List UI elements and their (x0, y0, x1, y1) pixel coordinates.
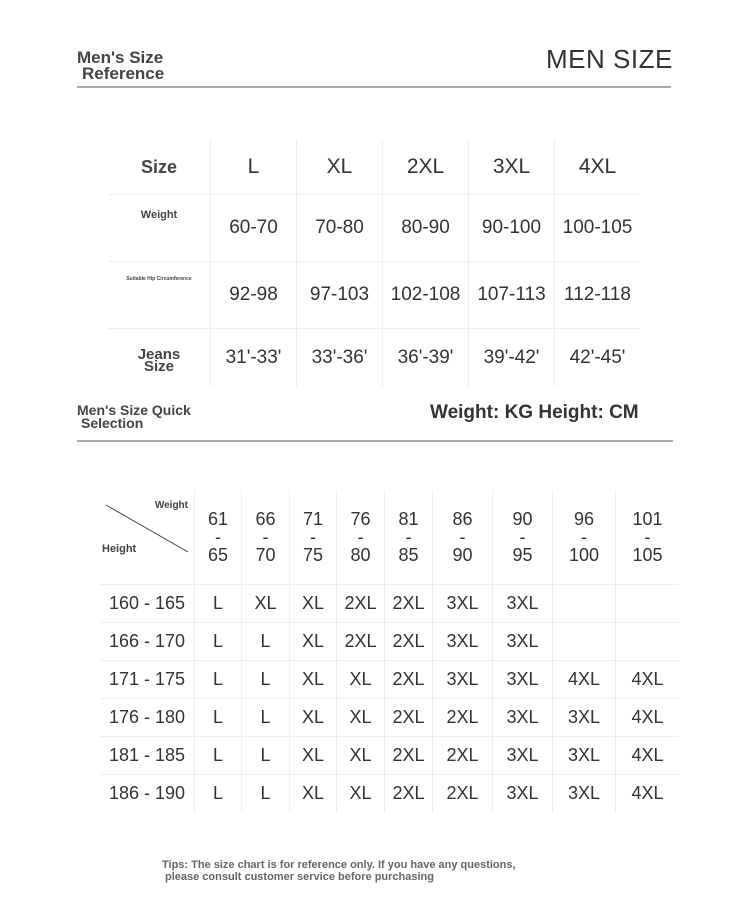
weight-from: 90 (512, 509, 533, 529)
weight-to: 95 (512, 545, 533, 565)
reference-title-line1: Men's Size (77, 48, 164, 67)
recommended-size-cell: 3XL (493, 737, 553, 775)
weight-dash: - (459, 527, 466, 547)
weight-dash: - (405, 527, 412, 547)
weight-range-cell (433, 490, 493, 585)
tips-note (162, 859, 516, 883)
recommended-size-cell: 3XL (553, 737, 616, 775)
recommended-size-cell: 4XL (616, 737, 680, 775)
weight-to: 90 (452, 545, 473, 565)
weight-to: 100 (568, 545, 600, 565)
weight-range-cell (337, 490, 385, 585)
recommended-size-cell: XL (337, 737, 385, 775)
recommended-size-cell: 3XL (493, 699, 553, 737)
recommended-size-cell: L (195, 699, 242, 737)
header-divider (77, 86, 671, 88)
recommended-size-cell: 4XL (616, 661, 680, 699)
size-header-cell: 3XL (469, 140, 555, 195)
weight-to: 80 (350, 545, 371, 565)
height-row (100, 775, 679, 813)
height-row (100, 661, 679, 699)
recommended-size-cell: 2XL (385, 775, 433, 813)
weight-dash: - (215, 527, 221, 547)
recommended-size-cell: L (242, 699, 290, 737)
recommended-size-cell: 2XL (385, 623, 433, 661)
hip-cell: 107-113 (469, 262, 555, 329)
jeans-cell: 33'-36' (297, 329, 383, 388)
weight-dash: - (581, 527, 587, 547)
recommended-size-cell: 4XL (553, 661, 616, 699)
weight-dash: - (519, 527, 526, 547)
jeans-row-label (108, 329, 211, 388)
corner-height-label: Height (102, 543, 137, 555)
recommended-size-cell: 4XL (631, 783, 664, 803)
weight-row-label: Weight (108, 195, 211, 262)
recommended-size-cell: XL (290, 661, 337, 699)
hip-cell: 97-103 (297, 262, 383, 329)
recommended-size-cell: XL (290, 699, 337, 737)
weight-from: 96 (573, 509, 595, 529)
reference-title-line2: Reference (82, 64, 165, 83)
recommended-size-cell: 3XL (433, 623, 493, 661)
jeans-cell: 36'-39' (383, 329, 469, 388)
height-range-cell: 160 - 165 (100, 585, 195, 623)
recommended-size-cell: L (195, 661, 242, 699)
weight-cell: 60-70 (211, 195, 297, 262)
size-header-cell: L (211, 140, 297, 195)
recommended-size-cell: XL (337, 699, 385, 737)
recommended-size-cell: 2XL (433, 775, 493, 813)
weight-from: 101 (632, 509, 663, 529)
tips-line1: Tips: The size chart is for reference only. If you have any questions, (162, 859, 516, 871)
weight-range-cell (242, 490, 290, 585)
recommended-size-cell: 3XL (493, 775, 553, 813)
reference-title (77, 50, 164, 82)
height-row (100, 623, 679, 661)
units-label: Weight: KG Height: CM (430, 402, 639, 423)
weight-range-cell (616, 490, 680, 585)
weight-dash: - (357, 527, 364, 547)
corner-box (100, 491, 194, 583)
recommended-size-cell: L (195, 585, 242, 623)
recommended-size-cell (553, 623, 616, 661)
weight-from: 86 (452, 509, 473, 529)
diagonal-corner-cell (100, 490, 195, 585)
height-range-cell: 181 - 185 (100, 737, 195, 775)
recommended-size-cell: XL (337, 775, 385, 813)
weight-range-cell (290, 490, 337, 585)
recommended-size-cell: 2XL (433, 699, 493, 737)
weight-from: 81 (398, 509, 419, 529)
weight-range-cell (493, 490, 553, 585)
height-range-cell: 166 - 170 (100, 623, 195, 661)
recommended-size-cell (616, 623, 680, 661)
weight-from: 76 (350, 509, 371, 529)
weight-to: 65 (207, 545, 229, 565)
quick-title-line2: Selection (81, 415, 144, 431)
recommended-size-cell: L (242, 661, 290, 699)
size-header-row (108, 140, 640, 195)
recommended-size-cell: 2XL (385, 585, 433, 623)
size-reference-table (108, 140, 640, 387)
recommended-size-cell: 3XL (433, 585, 493, 623)
height-row (100, 585, 679, 623)
hip-row (108, 262, 640, 329)
recommended-size-cell: XL (242, 585, 290, 623)
quick-title-line1: Men's Size Quick (77, 402, 191, 418)
recommended-size-cell (616, 585, 680, 623)
size-header-cell: 4XL (555, 140, 641, 195)
height-row (100, 737, 679, 775)
height-range-cell: 186 - 190 (100, 775, 195, 813)
recommended-size-cell: 3XL (553, 699, 616, 737)
height-range-cell: 176 - 180 (100, 699, 195, 737)
recommended-size-cell: 3XL (553, 775, 616, 813)
recommended-size-cell: 3XL (493, 585, 553, 623)
weight-to: 75 (302, 545, 324, 565)
recommended-size-cell: 2XL (433, 737, 493, 775)
recommended-size-cell: 2XL (337, 585, 385, 623)
weight-range-cell (195, 490, 242, 585)
jeans-cell: 31'-33' (211, 329, 297, 388)
weight-header-row (100, 490, 679, 585)
weight-to: 70 (255, 545, 276, 565)
recommended-size-cell: 2XL (337, 623, 385, 661)
jeans-cell: 42'-45' (569, 347, 626, 368)
weight-range-cell (553, 490, 616, 585)
quick-selection-table (100, 490, 679, 812)
weight-from: 66 (255, 509, 276, 529)
hip-cell: 92-98 (211, 262, 297, 329)
recommended-size-cell: L (242, 623, 290, 661)
recommended-size-cell: XL (290, 775, 337, 813)
recommended-size-cell: XL (290, 737, 337, 775)
weight-cell: 70-80 (297, 195, 383, 262)
height-range-cell: 171 - 175 (100, 661, 195, 699)
recommended-size-cell: 3XL (433, 661, 493, 699)
tips-line2: please consult customer service before purchasing (165, 871, 434, 883)
jeans-row (108, 329, 640, 388)
recommended-size-cell: 2XL (385, 661, 433, 699)
size-header-cell: XL (297, 140, 383, 195)
recommended-size-cell: 2XL (385, 699, 433, 737)
recommended-size-cell: 3XL (493, 623, 553, 661)
height-row (100, 699, 679, 737)
weight-from: 61 (207, 509, 229, 529)
weight-cell: 90-100 (469, 195, 555, 262)
quick-selection-title (77, 404, 191, 430)
recommended-size-cell (553, 585, 616, 623)
weight-cell: 80-90 (383, 195, 469, 262)
weight-from: 71 (302, 509, 324, 529)
weight-row (108, 195, 640, 262)
jeans-label-line2: Size (143, 357, 174, 375)
recommended-size-cell: 3XL (493, 661, 553, 699)
recommended-size-cell: XL (290, 585, 337, 623)
recommended-size-cell: XL (337, 661, 385, 699)
men-size-heading: MEN SIZE (546, 44, 673, 74)
quick-divider (77, 440, 673, 442)
weight-dash: - (310, 527, 316, 547)
size-header-cell: 2XL (383, 140, 469, 195)
jeans-label-line1: Jeans (137, 345, 181, 363)
recommended-size-cell: L (195, 775, 242, 813)
recommended-size-cell: L (242, 775, 290, 813)
weight-dash: - (644, 527, 651, 547)
recommended-size-cell: 4XL (616, 699, 680, 737)
recommended-size-cell: 2XL (385, 737, 433, 775)
hip-cell: 112-118 (555, 262, 641, 329)
recommended-size-cell: XL (290, 623, 337, 661)
recommended-size-cell: L (195, 737, 242, 775)
recommended-size-cell: L (195, 623, 242, 661)
weight-to: 85 (398, 545, 419, 565)
recommended-size-cell: L (242, 737, 290, 775)
jeans-cell: 39'-42' (469, 329, 555, 388)
hip-row-label: Suitable Hip Circumference (108, 262, 211, 329)
weight-cell: 100-105 (555, 195, 641, 262)
size-corner-label: Size (108, 140, 211, 195)
corner-weight-label: Weight (154, 500, 188, 511)
weight-dash: - (262, 527, 269, 547)
hip-cell: 102-108 (383, 262, 469, 329)
weight-range-cell (385, 490, 433, 585)
weight-to: 105 (632, 545, 663, 565)
